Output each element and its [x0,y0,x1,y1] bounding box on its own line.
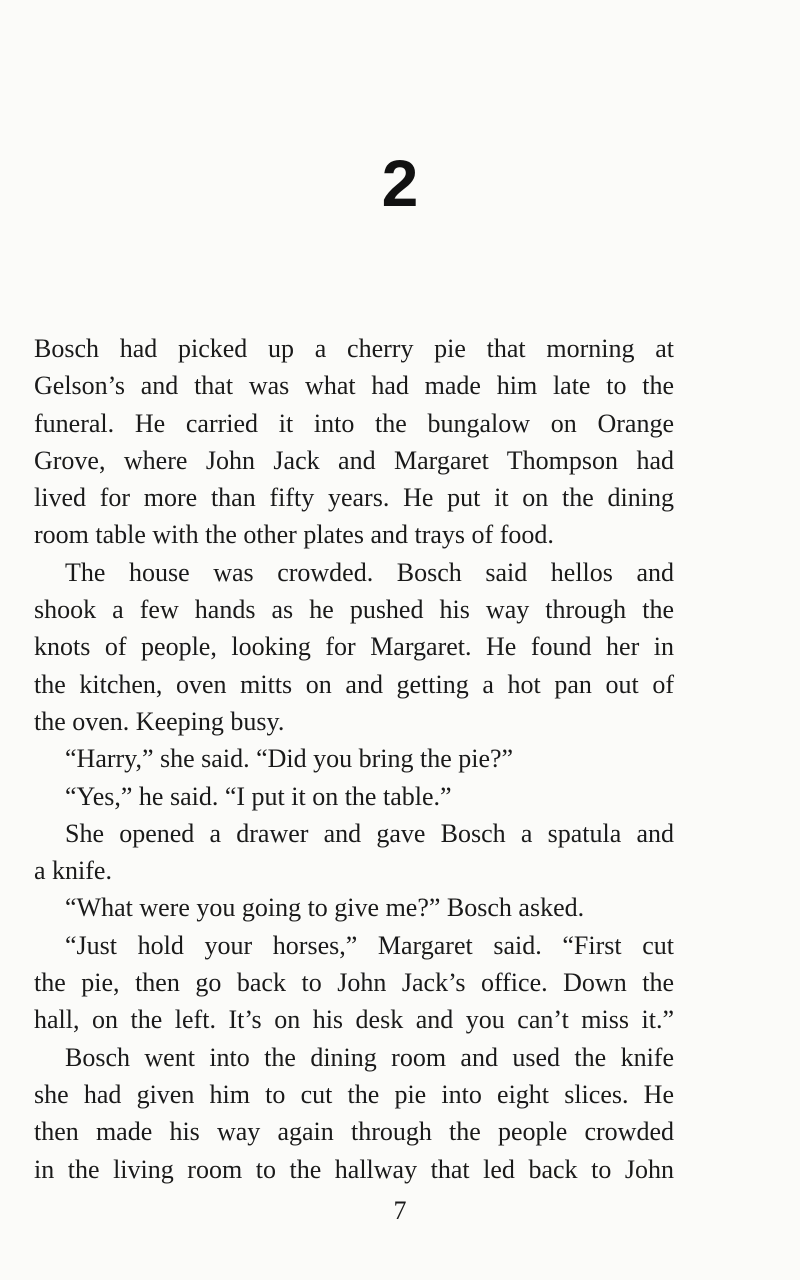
text-line: a knife. [34,856,112,886]
text-line: She opened a drawer and gave Bosch a spatula and [65,818,674,848]
text-line: The house was crowded. Bosch said hellos and [65,557,674,587]
body-text [34,330,674,1188]
text-line: “Just hold your horses,” Margaret said. “First cut [65,930,674,960]
text-line: “Yes,” he said. “I put it on the table.” [65,781,452,811]
text-line: room table with the other plates and trays of food. [34,520,554,550]
text-line: in the living room to the hallway that led back to John [34,1154,674,1184]
text-line: Bosch went into the dining room and used the knife [65,1042,674,1072]
text-line: Gelson’s and that was what had made him late to the [34,371,674,401]
text-line: the kitchen, oven mitts on and getting a hot pan out of [34,669,674,699]
text-line: the pie, then go back to John Jack’s office. Down the [34,968,674,998]
text-line: shook a few hands as he pushed his way through the [34,595,674,625]
chapter-number: 2 [381,146,419,220]
text-line: Bosch had picked up a cherry pie that morning at [34,334,674,363]
text-line: Grove, where John Jack and Margaret Thompson had [34,445,674,475]
page-number: 7 [393,1196,407,1225]
text-line: hall, on the left. It’s on his desk and you can’t miss it.” [34,1005,674,1035]
text-line: lived for more than fifty years. He put it on the dining [34,483,674,513]
text-line: she had given him to cut the pie into eight slices. He [34,1079,674,1109]
text-line: then made his way again through the people crowded [34,1117,674,1147]
text-line: “Harry,” she said. “Did you bring the pie?” [65,744,514,774]
text-line: knots of people, looking for Margaret. He found her in [34,632,674,662]
text-line: “What were you going to give me?” Bosch asked. [65,893,585,923]
text-line: the oven. Keeping busy. [34,706,285,736]
text-line: funeral. He carried it into the bungalow on Orange [34,408,674,438]
